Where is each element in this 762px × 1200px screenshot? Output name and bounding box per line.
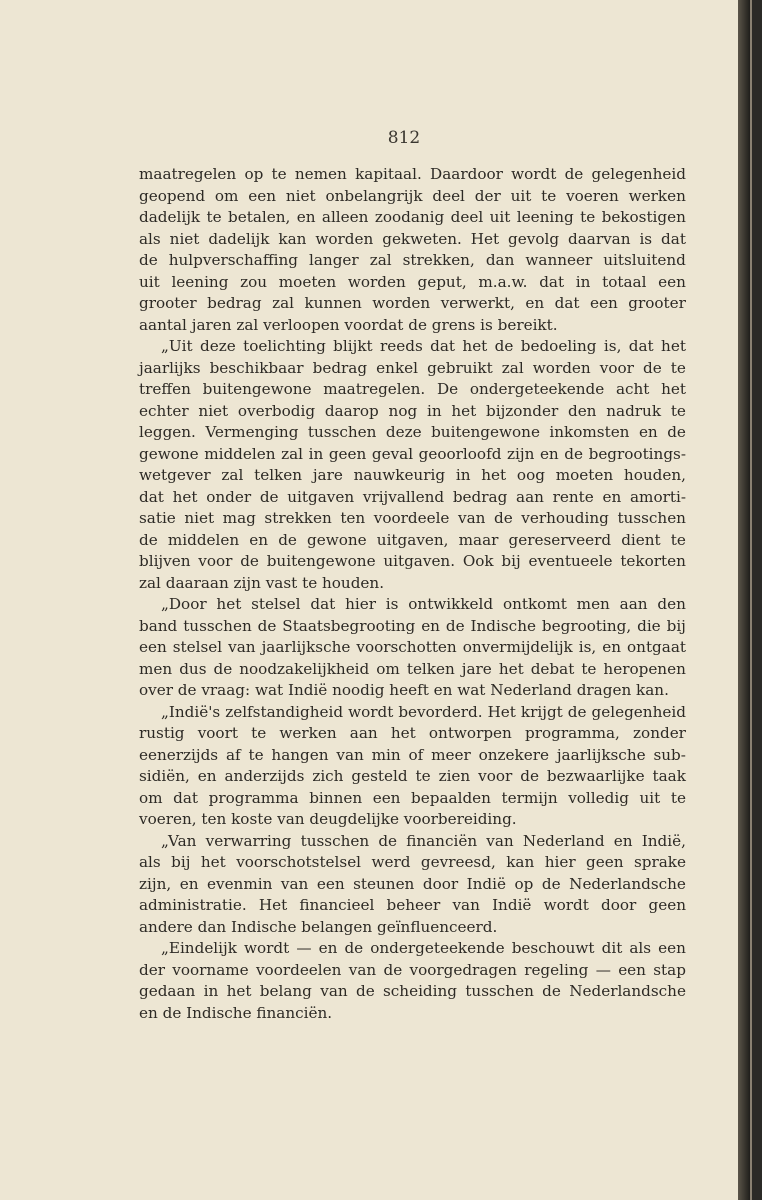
text-line: eenerzijds af te hangen van min of meer onzekere jaarlijksche sub- <box>139 745 686 764</box>
text-line: jaarlijks beschikbaar bedrag enkel gebruikt zal worden voor de te <box>139 358 686 377</box>
paragraph <box>139 702 686 831</box>
text-line: men dus de noodzakelijkheid om telken jare het debat te heropenen <box>139 659 686 678</box>
text-line: blijven voor de buitengewone uitgaven. Ook bij eventueele tekorten <box>139 552 686 570</box>
text-line: administratie. Het financieel beheer van Indië wordt door geen <box>139 896 686 914</box>
text-line: als niet dadelijk kan worden gekweten. Het gevolg daarvan is dat <box>139 229 686 248</box>
paragraph <box>139 164 686 336</box>
text-line: „Uit deze toelichting blijkt reeds dat het de bedoeling is, dat het <box>161 337 686 355</box>
paragraph <box>139 831 686 939</box>
text-line: en de Indische financiën. <box>139 1003 333 1022</box>
text-line: geopend om een niet onbelangrijk deel der uit te voeren werken <box>139 186 686 205</box>
text-line: een stelsel van jaarlijksche voorschotten onvermijdelijk is, en ontgaat <box>139 638 686 656</box>
text-line: band tusschen de Staatsbegrooting en de Indische begrooting, die bij <box>139 616 686 635</box>
text-line: de middelen en de gewone uitgaven, maar gereserveerd dient te <box>139 530 686 549</box>
paragraph <box>139 938 686 1024</box>
body-text <box>139 164 686 1024</box>
text-line: dat het onder de uitgaven vrijvallend bedrag aan rente en amorti- <box>139 487 686 506</box>
text-line: wetgever zal telken jare nauwkeurig in het oog moeten houden, <box>139 466 686 484</box>
text-line: andere dan Indische belangen geïnfluenceerd. <box>139 917 498 936</box>
text-line: „Eindelijk wordt — en de ondergeteekende beschouwt dit als een <box>161 939 686 957</box>
text-line: sidiën, en anderzijds zich gesteld te zien voor de bezwaarlijke taak <box>139 767 686 785</box>
text-line: der voorname voordeelen van de voorgedragen regeling — een stap <box>139 960 686 979</box>
text-line: uit leening zou moeten worden geput, m.a.w. dat in totaal een <box>139 272 686 291</box>
text-line: zal daaraan zijn vast te houden. <box>139 573 385 592</box>
text-line: aantal jaren zal verloopen voordat de grens is bereikt. <box>139 315 558 334</box>
text-line: gedaan in het belang van de scheiding tusschen de Nederlandsche <box>139 982 686 1000</box>
text-line: als bij het voorschotstelsel werd gevreesd, kan hier geen sprake <box>139 853 686 871</box>
text-line: leggen. Vermenging tusschen deze buitengewone inkomsten en de <box>139 423 686 441</box>
text-line: dadelijk te betalen, en alleen zoodanig deel uit leening te bekostigen <box>139 208 686 226</box>
text-line: „Van verwarring tusschen de financiën van Nederland en Indië, <box>161 831 686 850</box>
text-line: „Indië's zelfstandigheid wordt bevorderd. Het krijgt de gelegenheid <box>161 702 686 721</box>
text-line: „Door het stelsel dat hier is ontwikkeld ontkomt men aan den <box>161 595 686 613</box>
text-line: over de vraag: wat Indië noodig heeft en wat Nederland dragen kan. <box>139 681 669 699</box>
page-edge <box>738 0 750 1200</box>
text-line: treffen buitengewone maatregelen. De ondergeteekende acht het <box>139 380 686 398</box>
text-line: grooter bedrag zal kunnen worden verwerkt, en dat een grooter <box>139 294 686 312</box>
text-line: de hulpverschaffing langer zal strekken, dan wanneer uitsluitend <box>139 251 686 269</box>
paragraph <box>139 336 686 594</box>
text-line: zijn, en evenmin van een steunen door Indië op de Nederlandsche <box>139 874 686 893</box>
page-number: 812 <box>387 128 421 148</box>
text-line: maatregelen op te nemen kapitaal. Daardoor wordt de gelegenheid <box>139 165 686 183</box>
text-line: om dat programma binnen een bepaalden termijn volledig uit te <box>139 788 686 807</box>
paragraph <box>139 594 686 702</box>
text-line: echter niet overbodig daarop nog in het bijzonder den nadruk te <box>139 401 686 420</box>
text-line: voeren, ten koste van deugdelijke voorbereiding. <box>139 810 517 828</box>
text-line: satie niet mag strekken ten voordeele van de verhouding tusschen <box>139 509 686 527</box>
text-line: rustig voort te werken aan het ontworpen programma, zonder <box>139 724 686 742</box>
text-line: gewone middelen zal in geen geval geoorloofd zijn en de begrootings- <box>139 444 686 463</box>
